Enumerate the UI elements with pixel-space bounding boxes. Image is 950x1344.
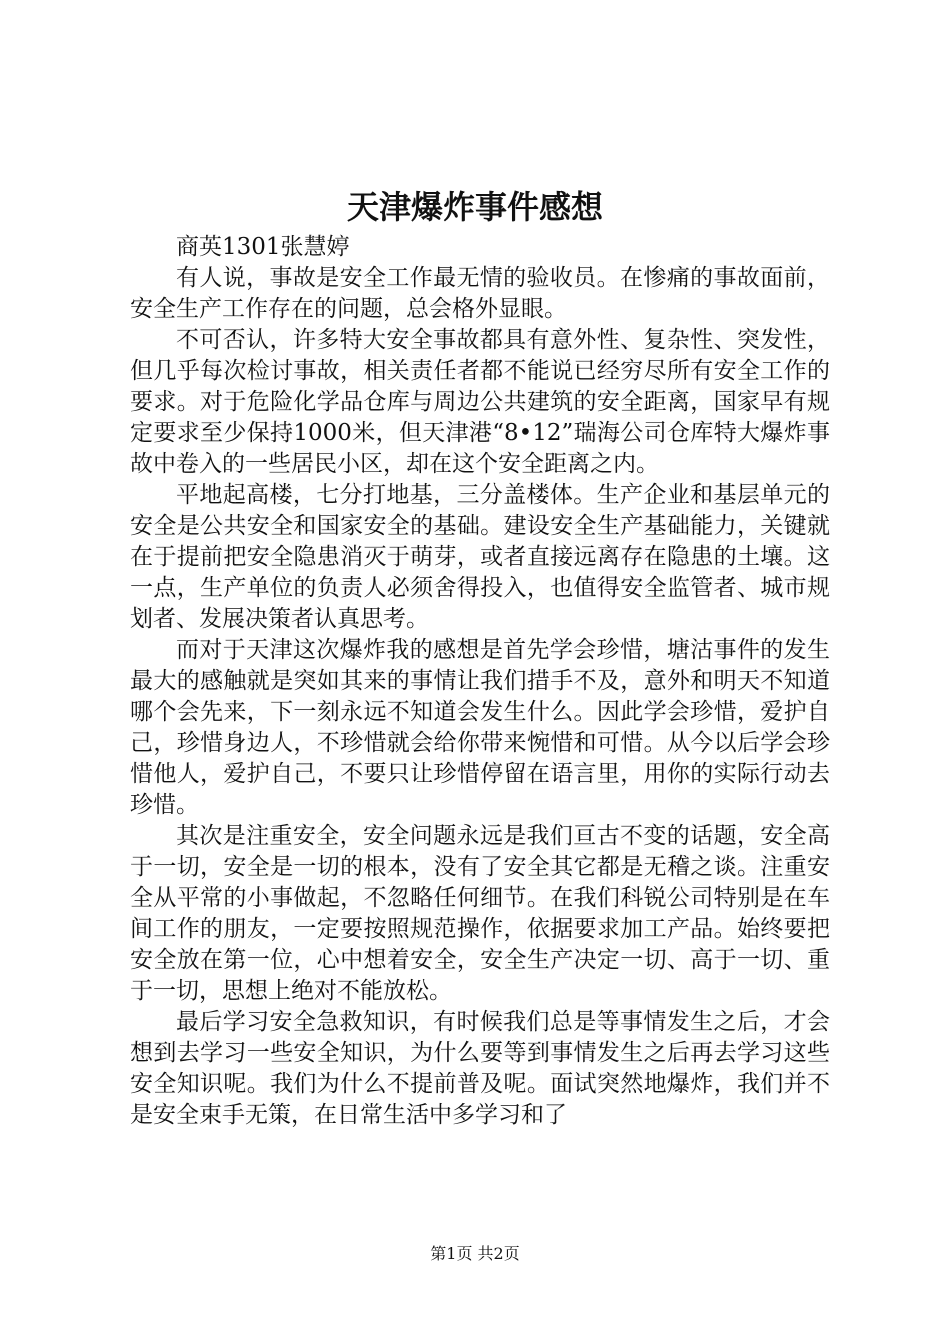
paragraph-2: 不可否认，许多特大安全事故都具有意外性、复杂性、突发性，但几乎每次检讨事故，相关责任者都不能说已经穷尽所有安全工作的要求。对于危险化学品仓库与周边公共建筑的安全距离，国家早有规定要求至少保持1000米，但天津港“8•12”瑞海公司仓库特大爆炸事故中卷入的一些居民小区，却在这个安全距离之内。 xyxy=(130,327,830,477)
page-number-footer: 第1页 共2页 xyxy=(430,1244,520,1263)
paragraph-6: 最后学习安全急救知识，有时候我们总是等事情发生之后，才会想到去学习一些安全知识，为什么要等到事情发生之后再去学习这些安全知识呢。我们为什么不提前普及呢。面试突然地爆炸，我们并不是安全束手无策，在日常生活中多学习和了 xyxy=(130,1009,830,1128)
paragraph-5: 其次是注重安全，安全问题永远是我们亘古不变的话题，安全高于一切，安全是一切的根本，没有了安全其它都是无稽之谈。注重安全从平常的小事做起，不忽略任何细节。在我们科锐公司特别是在车间工作的朋友，一定要按照规范操作，依据要求加工产品。始终要把安全放在第一位，心中想着安全，安全生产决定一切、高于一切、重于一切，思想上绝对不能放松。 xyxy=(130,823,830,1004)
document-body xyxy=(130,232,830,1131)
paragraph-1: 有人说，事故是安全工作最无情的验收员。在惨痛的事故面前，安全生产工作存在的问题，总会格外显眼。 xyxy=(130,265,830,322)
document-title: 天津爆炸事件感想 xyxy=(346,188,603,226)
paragraph-4: 而对于天津这次爆炸我的感想是首先学会珍惜，塘沽事件的发生最大的感触就是突如其来的事情让我们措手不及，意外和明天不知道哪个会先来，下一刻永远不知道会发生什么。因此学会珍惜，爱护自己，珍惜身边人，不珍惜就会给你带来惋惜和可惜。从今以后学会珍惜他人，爱护自己，不要只让珍惜停留在语言里，用你的实际行动去珍惜。 xyxy=(130,637,830,818)
author-line: 商英1301张慧婷 xyxy=(176,234,350,260)
paragraph-3: 平地起高楼，七分打地基，三分盖楼体。生产企业和基层单元的安全是公共安全和国家安全的基础。建设安全生产基础能力，关键就在于提前把安全隐患消灭于萌芽，或者直接远离存在隐患的土壤。这一点，生产单位的负责人必须舍得投入，也值得安全监管者、城市规划者、发展决策者认真思考。 xyxy=(130,482,830,632)
